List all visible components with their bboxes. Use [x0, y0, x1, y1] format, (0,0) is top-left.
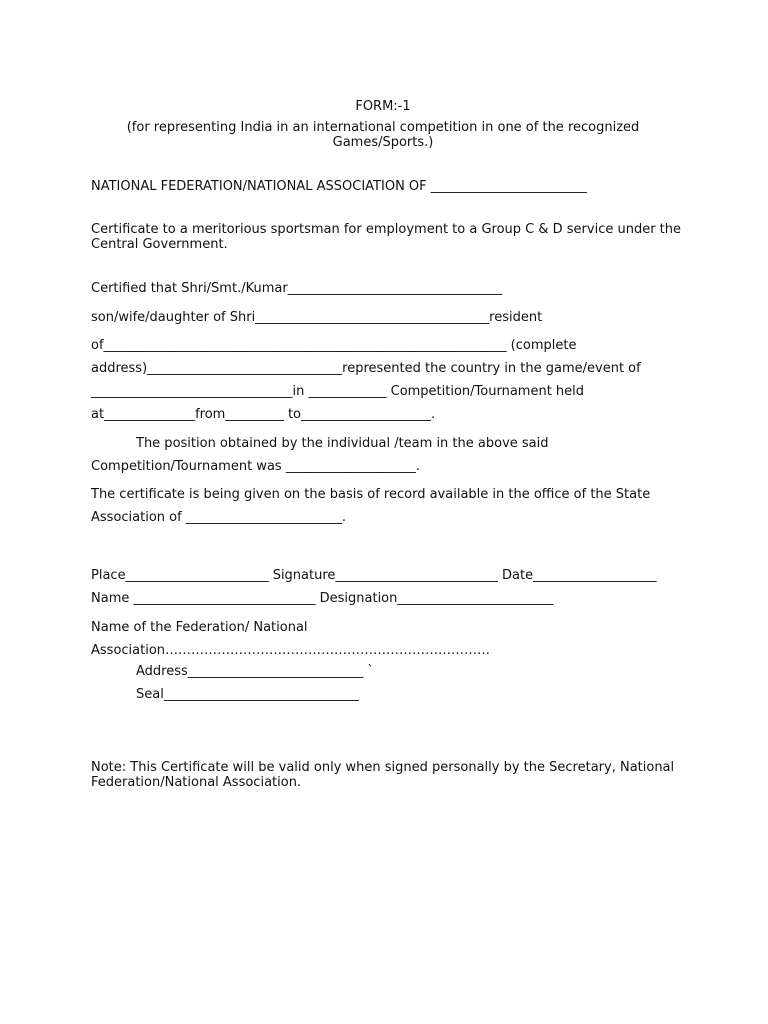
basis-line1: The certificate is being given on the basis of record available in the office of the State: [91, 487, 651, 502]
place-signature-date-line: Place______________________ Signature_________________________ Date___________________: [91, 568, 657, 583]
position-line1: The position obtained by the individual /team in the above said: [136, 436, 549, 451]
form-subtitle-line2: Games/Sports.): [332, 135, 434, 150]
form-subtitle-line1: (for representing India in an international competition in one of the recognized: [126, 120, 640, 135]
position-line2: Competition/Tournament was ____________________.: [91, 459, 420, 474]
game-competition-line: _______________________________in ____________ Competition/Tournament held: [91, 384, 585, 399]
federation-name-line2: Association…………………………………………………………………: [91, 643, 491, 658]
resident-of-line: of______________________________________________________________ (complete: [91, 338, 577, 353]
address-field: Address___________________________ `: [136, 664, 374, 679]
form-title: FORM:-1: [355, 99, 411, 114]
certificate-heading-line1: Certificate to a meritorious sportsman for employment to a Group C & D service under the: [91, 222, 682, 237]
federation-line: NATIONAL FEDERATION/NATIONAL ASSOCIATION OF ________________________: [91, 179, 587, 194]
basis-line2: Association of ________________________.: [91, 510, 346, 525]
certified-that-line: Certified that Shri/Smt./Kumar_________________________________: [91, 281, 503, 296]
note-line2: Federation/National Association.: [91, 775, 302, 790]
certificate-heading-line2: Central Government.: [91, 237, 228, 252]
name-designation-line: Name ____________________________ Designation________________________: [91, 591, 554, 606]
note-line1: Note: This Certificate will be valid only when signed personally by the Secretary, National: [91, 760, 675, 775]
federation-name-line1: Name of the Federation/ National: [91, 620, 308, 635]
address-represented-line: address)______________________________represented the country in the game/event of: [91, 361, 641, 376]
relation-line: son/wife/daughter of Shri____________________________________resident: [91, 310, 543, 325]
seal-field: Seal______________________________: [136, 687, 359, 702]
venue-dates-line: at______________from_________ to____________________.: [91, 407, 436, 422]
